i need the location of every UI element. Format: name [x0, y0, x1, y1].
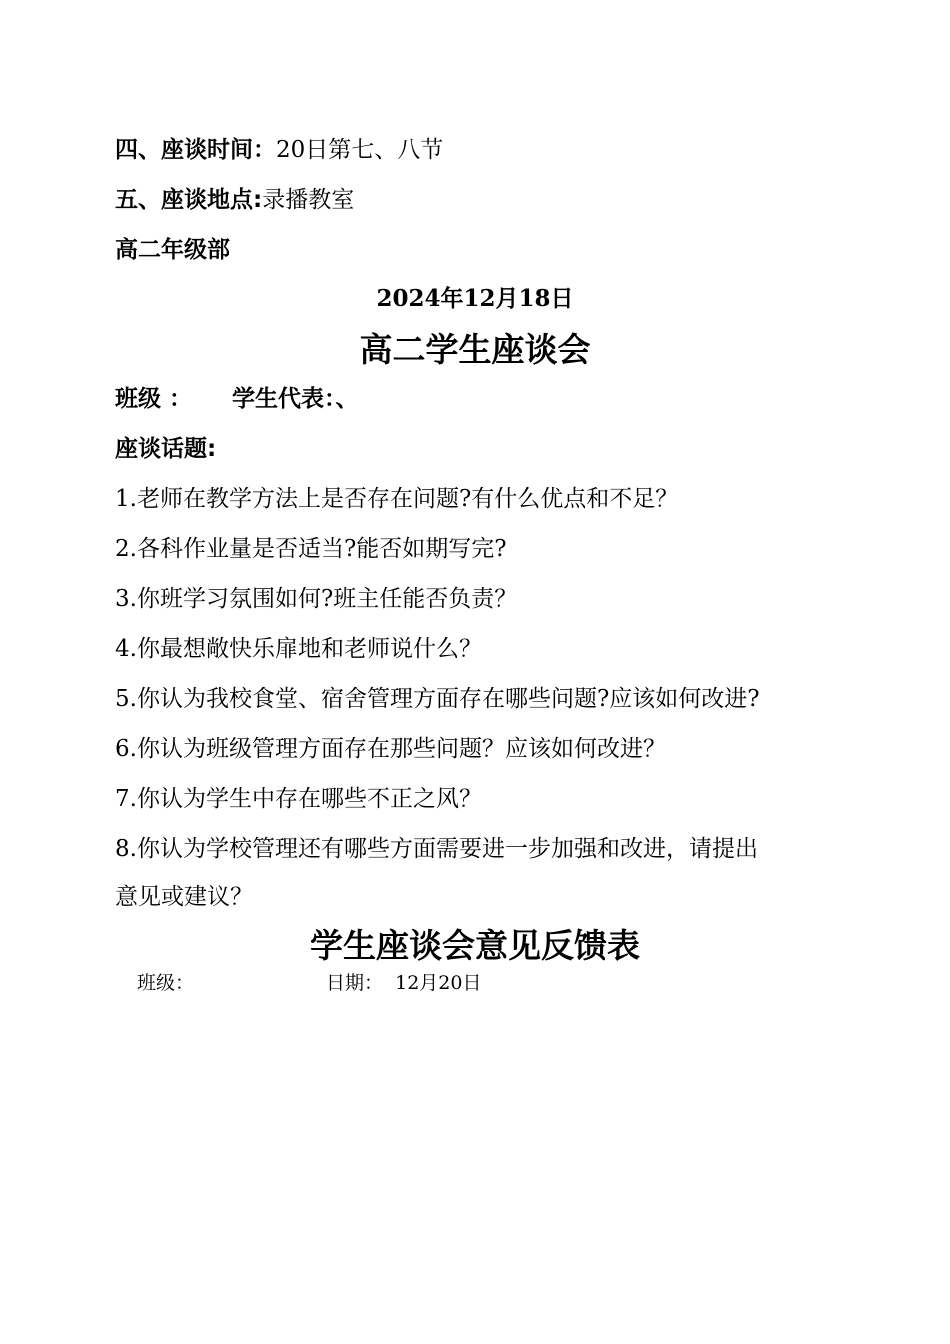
meeting-place-line	[115, 185, 354, 215]
topics-label: 座谈话题:	[115, 436, 217, 462]
feedback-meta-row	[137, 969, 481, 997]
topic-item: 2.各科作业量是否适当?能否如期写完?	[115, 536, 507, 562]
feedback-date-label: 日期：	[326, 972, 384, 994]
topic-item: 4.你最想敞快乐扉地和老师说什么？	[115, 636, 482, 662]
feedback-class-label: 班级：	[137, 972, 195, 994]
topic-item: 3.你班学习氛围如何?班主任能否负责？	[115, 586, 518, 612]
topic-item: 8.你认为学校管理还有哪些方面需要进一步加强和改进，请提出	[115, 836, 758, 862]
rep-label: 学生代表：、	[232, 386, 359, 412]
topic-item: 1.老师在教学方法上是否存在问题?有什么优点和不足？	[115, 486, 679, 512]
topic-item: 5.你认为我校食堂、宿舍管理方面存在哪些问题?应该如何改进?	[115, 686, 760, 712]
feedback-title: 学生座谈会意见反馈表	[310, 926, 640, 965]
meeting-place-value: 录播教室	[262, 187, 355, 213]
feedback-date-value: 12月20日	[395, 972, 482, 994]
topic-item-continued: 意见或建议？	[115, 884, 253, 910]
meeting-place-label: 五、座谈地点:	[115, 187, 263, 213]
meeting-time-label: 四、座谈时间：	[115, 137, 276, 163]
department-name: 高二年级部	[115, 237, 230, 263]
meeting-time-value: 20日第七、八节	[276, 137, 444, 163]
notice-date: 2024年12月18日	[376, 285, 574, 312]
class-label: 班级 ：	[115, 386, 193, 412]
class-rep-line	[115, 384, 359, 414]
meeting-title: 高二学生座谈会	[359, 330, 591, 369]
topic-item: 7.你认为学生中存在哪些不正之风？	[115, 786, 482, 812]
meeting-time-line	[115, 135, 443, 165]
topic-item: 6.你认为班级管理方面存在那些问题？应该如何改进？	[115, 736, 666, 762]
